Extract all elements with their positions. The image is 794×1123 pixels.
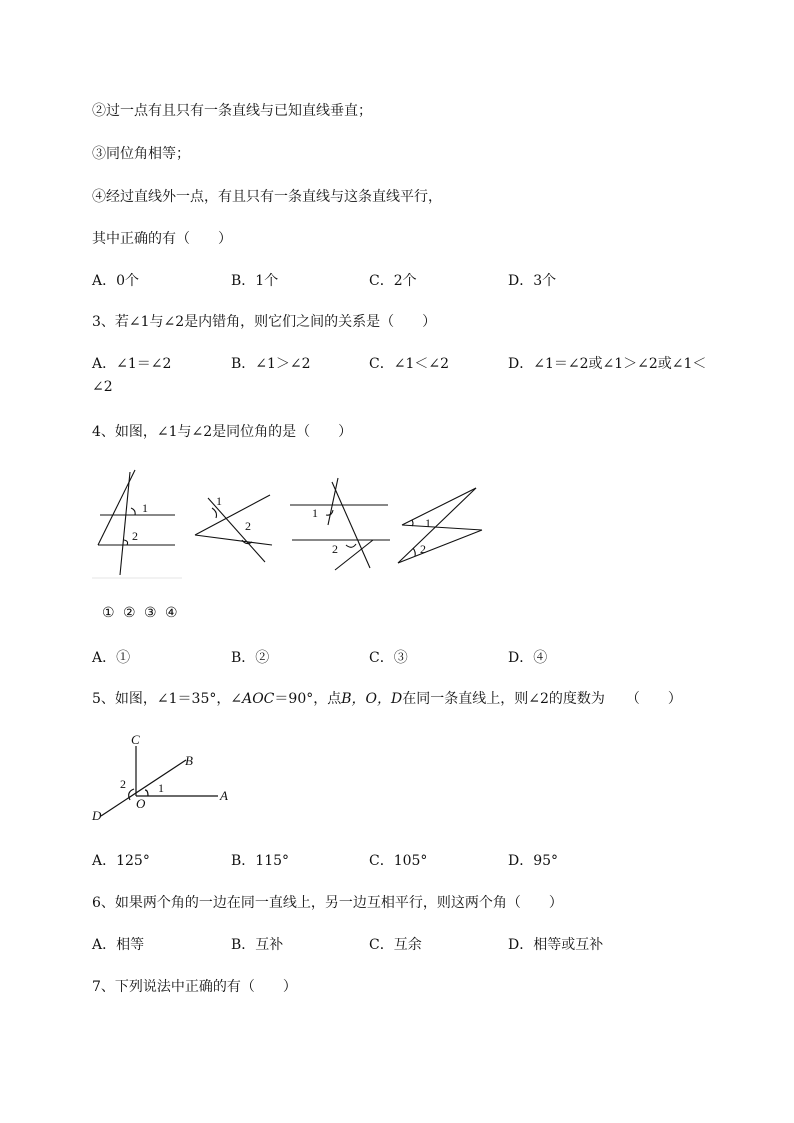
- q5-options: [92, 850, 732, 870]
- q5-stem-part-a: 5、如图，∠1＝35°，∠: [92, 691, 243, 707]
- q7-stem: 7、下列说法中正确的有（ ）: [92, 979, 297, 995]
- q5-option-c[interactable]: C．105°: [369, 853, 428, 869]
- q3-option-c[interactable]: C．∠1＜∠2: [369, 356, 449, 372]
- q3-option-a[interactable]: A．∠1＝∠2: [92, 356, 172, 372]
- q2-options: [92, 270, 732, 290]
- q3-option-b[interactable]: B．∠1＞∠2: [231, 356, 311, 372]
- q4-fig4-label-1: 1: [425, 516, 431, 530]
- q5-figure: [88, 728, 248, 828]
- q5-option-d[interactable]: D．95°: [508, 853, 559, 869]
- q4-fig1-label-2: 2: [132, 529, 138, 543]
- q2-option-c[interactable]: C．2个: [369, 273, 417, 289]
- q2-option-a[interactable]: A．0个: [92, 273, 140, 289]
- q4-option-a[interactable]: A．①: [92, 650, 131, 666]
- q4-option-d[interactable]: D．④: [508, 650, 548, 666]
- q6-options: [92, 934, 732, 954]
- q5-label-o: O: [136, 796, 146, 811]
- q4-fig4-label-2: 2: [420, 542, 426, 556]
- q4-fig3-label-1: 1: [312, 506, 318, 520]
- q2-option-b[interactable]: B．1个: [231, 273, 279, 289]
- q6-option-a[interactable]: A．相等: [92, 937, 145, 953]
- q4-fig1-label-1: 1: [142, 501, 148, 515]
- q5-option-b[interactable]: B．115°: [231, 853, 290, 869]
- q6-stem: 6、如果两个角的一边在同一直线上，另一边互相平行，则这两个角（ ）: [92, 895, 563, 911]
- q5-stem: [92, 688, 682, 708]
- q5-label-angle-2: 2: [120, 777, 126, 791]
- q3-option-d[interactable]: D．∠1＝∠2或∠1＞∠2或∠1＜: [508, 356, 707, 372]
- q5-label-b: B: [185, 753, 193, 768]
- q5-stem-part-b: ＝90°，点: [274, 691, 342, 707]
- q6-option-c[interactable]: C．互余: [369, 937, 422, 953]
- q4-figure-3: [290, 478, 390, 570]
- q3-option-d-wrap: ∠2: [92, 379, 113, 395]
- q3-options: [92, 353, 732, 373]
- q5-label-angle-1: 1: [158, 781, 164, 795]
- q2-prompt: 其中正确的有（ ）: [92, 231, 232, 247]
- q3-stem: 3、若∠1与∠2是内错角，则它们之间的关系是（ ）: [92, 314, 437, 330]
- q4-figure-4: [398, 488, 482, 563]
- q5-label-a: A: [220, 788, 228, 803]
- q4-figure-captions: ① ② ③ ④: [102, 605, 180, 621]
- q2-option-d[interactable]: D．3个: [508, 273, 557, 289]
- q2-statement-2: ②过一点有且只有一条直线与已知直线垂直；: [92, 103, 372, 119]
- q4-option-b[interactable]: B．②: [231, 650, 270, 666]
- q4-fig3-label-2: 2: [332, 542, 338, 556]
- q5-stem-points: B，O，D: [341, 691, 403, 707]
- q4-figure-1: [98, 470, 175, 575]
- q5-label-c: C: [131, 732, 140, 747]
- q4-fig2-label-1: 1: [216, 494, 222, 508]
- q4-options: [92, 647, 732, 667]
- q5-option-a[interactable]: A．125°: [92, 853, 150, 869]
- q6-option-d[interactable]: D．相等或互补: [508, 937, 604, 953]
- q4-figures: [90, 460, 490, 585]
- q5-stem-part-c: 在同一条直线上，则∠2的度数为 （ ）: [402, 691, 682, 707]
- q6-option-b[interactable]: B．互补: [231, 937, 284, 953]
- q4-figure-2: [195, 495, 272, 562]
- q5-label-d: D: [92, 808, 102, 823]
- q2-statement-3: ③同位角相等；: [92, 146, 190, 162]
- q4-stem: 4、如图，∠1与∠2是同位角的是（ ）: [92, 424, 353, 440]
- q2-statement-4: ④经过直线外一点，有且只有一条直线与这条直线平行，: [92, 189, 442, 205]
- q4-fig2-label-2: 2: [245, 519, 251, 533]
- q4-option-c[interactable]: C．③: [369, 650, 408, 666]
- q5-stem-aoc: AOC: [242, 691, 275, 707]
